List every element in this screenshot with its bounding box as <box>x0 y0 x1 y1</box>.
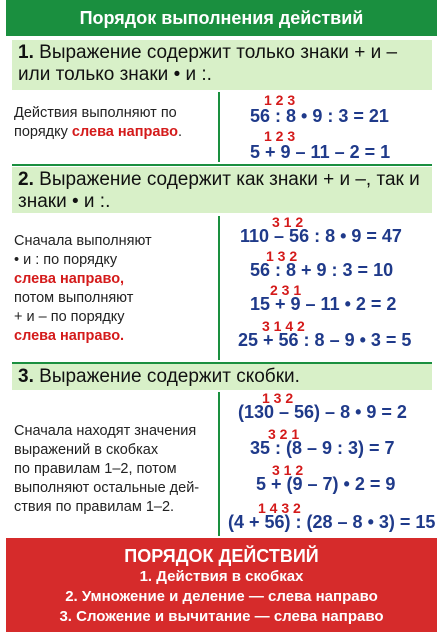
rule-2-order-3: 2 3 1 <box>270 282 302 298</box>
rule-2-note-line: • и : по порядку <box>14 252 118 268</box>
rule-1-text: Выражение содержит только знаки + и – или только знаки • и :. <box>18 42 398 85</box>
rule-3-note-line: выражений в скобках <box>14 442 159 458</box>
rule-3-example-3: 5 + (9 – 7) • 2 = 9 <box>256 474 396 494</box>
rule-3-example-2: 35 : (8 – 9 : 3) = 7 <box>250 438 395 458</box>
rule-3-order-2: 3 2 1 <box>268 426 300 442</box>
rule-2-note-line: слева направо. <box>14 328 125 344</box>
rule-3-order-4: 1 4 3 2 <box>258 500 301 516</box>
rule-1-order-2: 1 2 3 <box>264 128 296 144</box>
rule-2-example-3: 15 + 9 – 11 • 2 = 2 <box>250 294 397 314</box>
rule-3-note-line: ствия по правилам 1–2. <box>14 499 175 515</box>
rule-1-note-text: Действия выполняют по порядку <box>14 105 177 140</box>
rule-2-heading <box>12 167 432 213</box>
rule-3-note-line: по правилам 1–2, потом <box>14 461 177 477</box>
rule-3-number: 3. <box>18 366 34 387</box>
summary-line-2: 2. Умножение и деление — слева направо <box>65 588 378 605</box>
rule-1-note <box>14 104 214 142</box>
rule-3-order-3: 3 1 2 <box>272 462 304 478</box>
rule-2-example-4: 25 + 56 : 8 – 9 • 3 = 5 <box>238 330 412 350</box>
rule-3-order-1: 1 3 2 <box>262 390 294 406</box>
rule-2-note-line: слева направо, <box>14 271 125 287</box>
rule-1-example-1: 56 : 8 • 9 : 3 = 21 <box>250 106 389 126</box>
rule-1-example-2: 5 + 9 – 11 – 2 = 1 <box>250 142 391 162</box>
rule-1-separator <box>218 92 220 162</box>
summary-line-1: 1. Действия в скобках <box>139 568 304 585</box>
rule-1-heading <box>12 40 432 90</box>
summary-title: ПОРЯДОК ДЕЙСТВИЙ <box>124 546 319 566</box>
rule-3-heading <box>12 364 432 390</box>
rule-3-example-1: (130 – 56) – 8 • 9 = 2 <box>238 402 407 422</box>
rule-2-order-2: 1 3 2 <box>266 248 298 264</box>
page-title: Порядок выполнения действий <box>6 0 437 36</box>
summary-box <box>6 538 437 632</box>
rule-2-note-line: + и – по порядку <box>14 309 125 325</box>
rule-2-note-line: Сначала выполняют <box>14 233 152 249</box>
rule-2-note <box>14 232 152 346</box>
rule-2-note-line: потом выполняют <box>14 290 134 306</box>
divider-1 <box>12 164 432 166</box>
rule-2-order-1: 3 1 2 <box>272 214 304 230</box>
rule-3-text: Выражение содержит скобки. <box>39 366 300 387</box>
rule-1-order-1: 1 2 3 <box>264 92 296 108</box>
rule-2-order-4: 3 1 4 2 <box>262 318 305 334</box>
rule-3-separator <box>218 392 220 536</box>
rule-2-number: 2. <box>18 169 34 190</box>
rule-2-example-2: 56 : 8 + 9 : 3 = 10 <box>250 260 394 280</box>
rule-1-number: 1. <box>18 42 34 63</box>
rule-1-note-end: . <box>177 124 182 140</box>
rule-3-example-4: (4 + 56) : (28 – 8 • 3) = 15 <box>228 512 436 532</box>
rule-3-note-line: выполняют остальные дей- <box>14 480 200 496</box>
summary-line-3: 3. Сложение и вычитание — слева направо <box>59 608 384 625</box>
rule-2-separator <box>218 216 220 360</box>
rule-1-note-highlight: слева направо <box>71 124 178 140</box>
rule-3-note-line: Сначала находят значения <box>14 423 197 439</box>
rule-2-example-1: 110 – 56 : 8 • 9 = 47 <box>240 226 402 246</box>
rule-2-text: Выражение содержит как знаки + и –, так и знаки • и :. <box>18 169 420 212</box>
rule-3-note <box>14 422 199 517</box>
